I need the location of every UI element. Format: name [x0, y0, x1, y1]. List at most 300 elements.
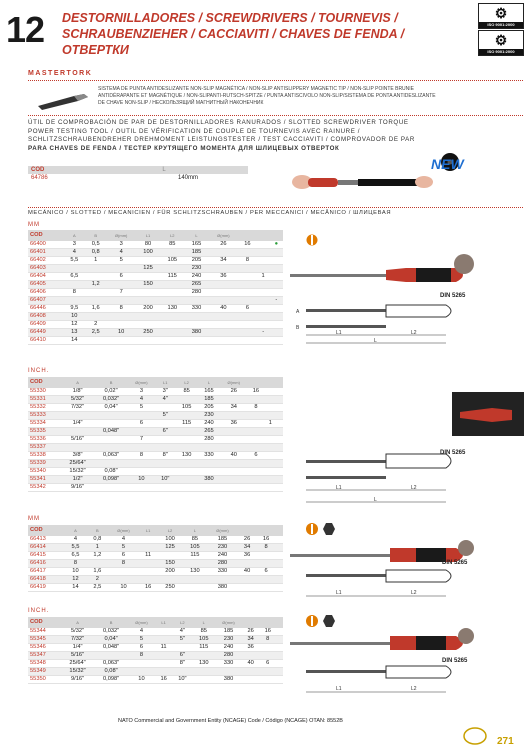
- table-cell: 6: [108, 552, 138, 560]
- table-cell: [264, 428, 276, 436]
- table-cell: 16: [247, 388, 264, 396]
- table-cell: [106, 297, 136, 305]
- table-cell: [257, 337, 270, 345]
- table-cell: [155, 628, 172, 636]
- table-cell: 1,2: [86, 552, 108, 560]
- table-row: [28, 628, 283, 636]
- table-cell: [198, 444, 220, 452]
- svg-text:L1: L1: [336, 590, 342, 596]
- table-cell: 8: [108, 560, 138, 568]
- product-code: 55341: [28, 476, 61, 484]
- table-cell: 330: [198, 452, 220, 460]
- column-header: L: [198, 377, 220, 388]
- table-cell: [139, 576, 158, 584]
- product-code: 55340: [28, 468, 61, 476]
- table-cell: 80: [136, 241, 160, 249]
- table-cell: 8: [238, 257, 257, 265]
- table-row: [28, 536, 283, 544]
- table-cell: [85, 265, 106, 273]
- table-cell: 8: [128, 652, 155, 660]
- table-cell: 12: [64, 321, 85, 329]
- table-cell: 240: [184, 273, 208, 281]
- table-cell: [276, 412, 283, 420]
- table-cell: 16: [259, 628, 276, 636]
- table-cell: 10: [128, 676, 155, 684]
- mastertork-description: [98, 86, 468, 107]
- table-cell: 7: [106, 289, 136, 297]
- table-cell: 9/16": [61, 676, 95, 684]
- table-cell: 2: [86, 576, 108, 584]
- table-cell: 5/32": [61, 628, 95, 636]
- table-row: [28, 476, 283, 484]
- table-cell: 185: [198, 396, 220, 404]
- table-cell: [276, 668, 283, 676]
- table-cell: [270, 321, 283, 329]
- table-cell: [155, 636, 172, 644]
- slotted-hex-inch-table: [28, 617, 283, 684]
- table-cell: 5: [108, 544, 138, 552]
- table-cell: 1/4": [61, 644, 95, 652]
- table-cell: [139, 560, 158, 568]
- column-header: Ø(mm): [128, 617, 155, 628]
- table-cell: [85, 297, 106, 305]
- table-cell: 15/32": [61, 668, 95, 676]
- table-cell: [160, 249, 184, 257]
- table-row: [28, 404, 283, 412]
- table-cell: [139, 544, 158, 552]
- table-cell: 0,098": [94, 476, 128, 484]
- table-cell: [136, 273, 160, 281]
- table-cell: 330: [184, 305, 208, 313]
- svg-text:L1: L1: [336, 686, 342, 692]
- table-cell: [175, 476, 197, 484]
- product-code: 55347: [28, 652, 61, 660]
- svg-text:L2: L2: [411, 330, 417, 336]
- product-code: 66409: [28, 321, 64, 329]
- table-cell: [94, 420, 128, 428]
- table-row: [28, 468, 283, 476]
- table-row: [28, 452, 283, 460]
- table-cell: 240: [198, 420, 220, 428]
- table-cell: 0,8: [85, 249, 106, 257]
- svg-text:L1: L1: [336, 485, 342, 491]
- table-cell: 130: [175, 452, 197, 460]
- table-cell: 1: [86, 544, 108, 552]
- table-cell: [136, 313, 160, 321]
- table-row: [28, 544, 283, 552]
- factory-icon: ⚙: [494, 5, 508, 21]
- table-cell: 6": [155, 428, 175, 436]
- product-code: 66415: [28, 552, 64, 560]
- table-cell: [257, 281, 270, 289]
- table-cell: [270, 329, 283, 337]
- table-cell: [155, 668, 172, 676]
- product-code: 66417: [28, 568, 64, 576]
- table-cell: 1: [264, 420, 276, 428]
- product-code: 66410: [28, 337, 64, 345]
- table-cell: [155, 484, 175, 492]
- iso-logo-text-bottom: ISO 9001:2000: [479, 49, 523, 55]
- table-row: [28, 174, 248, 182]
- column-header: COD: [28, 525, 64, 536]
- din-label: DIN 5265: [442, 658, 468, 664]
- column-header: Ø(mm): [220, 377, 247, 388]
- column-header: [276, 617, 283, 628]
- table-cell: [175, 396, 197, 404]
- table-cell: [85, 273, 106, 281]
- table-cell: 13: [64, 329, 85, 337]
- product-code: 55337: [28, 444, 61, 452]
- table-cell: [259, 676, 276, 684]
- table-cell: [276, 560, 283, 568]
- table-cell: [193, 652, 215, 660]
- table-cell: 0,032": [94, 396, 128, 404]
- table-cell: [247, 444, 264, 452]
- table-cell: [160, 337, 184, 345]
- table-cell: [259, 668, 276, 676]
- table-row: [28, 652, 283, 660]
- table-cell: 330: [215, 660, 242, 668]
- page-ring-icon: [462, 726, 488, 746]
- table-cell: 380: [207, 584, 237, 592]
- table-cell: [155, 460, 175, 468]
- table-cell: [270, 273, 283, 281]
- table-cell: [193, 668, 215, 676]
- table-cell: 10: [64, 568, 86, 576]
- table-cell: 40: [220, 452, 247, 460]
- table-cell: [238, 289, 257, 297]
- svg-text:L2: L2: [411, 590, 417, 596]
- table-cell: [128, 460, 155, 468]
- table-cell: 10: [128, 476, 155, 484]
- table-cell: [247, 420, 264, 428]
- table-cell: [276, 628, 283, 636]
- mastertork-brand: MASTERTORK: [28, 70, 93, 77]
- table-cell: [160, 329, 184, 337]
- table-cell: 7/32": [61, 636, 95, 644]
- table-cell: [175, 428, 197, 436]
- table-cell: 150: [136, 281, 160, 289]
- table-row: [28, 313, 283, 321]
- table-cell: [209, 313, 239, 321]
- column-header: Ø(mm): [108, 525, 138, 536]
- table-cell: [276, 576, 283, 584]
- table-cell: 5,5: [64, 257, 85, 265]
- table-cell: [64, 281, 85, 289]
- table-cell: [264, 444, 276, 452]
- table-row: [28, 289, 283, 297]
- table-cell: 16: [155, 676, 172, 684]
- table-cell: 250: [136, 329, 160, 337]
- table-cell: [209, 337, 239, 345]
- table-cell: [276, 452, 283, 460]
- table-cell: [220, 460, 247, 468]
- product-code: 66403: [28, 265, 64, 273]
- column-header: Ø(mm): [207, 525, 237, 536]
- table-cell: [247, 468, 264, 476]
- table-cell: [220, 428, 247, 436]
- utility-line2: POWER TESTING TOOL / OUTIL DE VÉRIFICATION DE COUPLE DE TOURNEVIS AVEC RAINURE /: [28, 127, 361, 135]
- column-header: L2: [175, 377, 197, 388]
- table-row: [28, 305, 283, 313]
- product-code: 55350: [28, 676, 61, 684]
- table-cell: [209, 329, 239, 337]
- table-cell: 0,02": [94, 388, 128, 396]
- table-cell: 265: [198, 428, 220, 436]
- table-cell: 16: [257, 536, 276, 544]
- chapter-title-line1: DESTORNILLADORES / SCREWDRIVERS / TOURNEVIS /: [62, 11, 398, 25]
- table-cell: [270, 257, 283, 265]
- svg-text:L: L: [374, 338, 377, 344]
- product-code: 55345: [28, 636, 61, 644]
- table-cell: 2: [85, 321, 106, 329]
- table-cell: [238, 321, 257, 329]
- table-row: [28, 396, 283, 404]
- table-cell: [86, 560, 108, 568]
- column-header: [238, 230, 257, 241]
- unit-label-mm: MM: [28, 222, 40, 228]
- table-cell: 5,5: [64, 544, 86, 552]
- table-cell: [276, 636, 283, 644]
- table-cell: [264, 404, 276, 412]
- table-cell: [257, 297, 270, 305]
- l-header: L: [80, 166, 248, 174]
- table-cell: 6: [257, 568, 276, 576]
- divider: [28, 115, 523, 116]
- table-cell: 0,032": [94, 628, 128, 636]
- table-cell: 100: [158, 536, 183, 544]
- table-cell: [175, 460, 197, 468]
- din-label: DIN 5265: [442, 560, 468, 566]
- table-cell: [128, 444, 155, 452]
- table-cell: [198, 460, 220, 468]
- table-row: [28, 644, 283, 652]
- table-cell: 265: [184, 281, 208, 289]
- table-row: [28, 337, 283, 345]
- table-cell: [220, 396, 247, 404]
- table-cell: [276, 484, 283, 492]
- iso-logo-bottom: [478, 30, 524, 56]
- table-cell: 185: [184, 249, 208, 257]
- table-cell: 4: [64, 536, 86, 544]
- table-cell: 130: [160, 305, 184, 313]
- table-cell: [264, 388, 276, 396]
- table-cell: [160, 297, 184, 305]
- table-cell: [276, 676, 283, 684]
- page-number: 271: [497, 736, 514, 747]
- table-cell: [94, 444, 128, 452]
- table-cell: 165: [198, 388, 220, 396]
- din-label: DIN 5265: [440, 450, 466, 456]
- column-header: L1: [155, 377, 175, 388]
- product-code: 55334: [28, 420, 61, 428]
- table-cell: [257, 576, 276, 584]
- table-cell: [175, 468, 197, 476]
- table-cell: [247, 460, 264, 468]
- table-cell: 380: [184, 329, 208, 337]
- dimension-drawing: [296, 568, 466, 608]
- table-cell: [64, 265, 85, 273]
- length-value: 140mm: [177, 175, 198, 181]
- table-cell: [257, 552, 276, 560]
- table-cell: [193, 676, 215, 684]
- table-row: [28, 484, 283, 492]
- table-cell: 8: [247, 404, 264, 412]
- table-cell: 5": [172, 636, 192, 644]
- table-cell: 205: [198, 404, 220, 412]
- table-cell: [94, 652, 128, 660]
- table-cell: [128, 428, 155, 436]
- table-cell: [238, 576, 257, 584]
- table-row: [28, 265, 283, 273]
- table-cell: [270, 249, 283, 257]
- product-code: 66408: [28, 313, 64, 321]
- table-cell: [61, 444, 95, 452]
- table-cell: 8": [155, 452, 175, 460]
- table-cell: 0,048": [94, 644, 128, 652]
- table-cell: 85: [160, 241, 184, 249]
- column-header: L1: [139, 525, 158, 536]
- table-cell: 40: [238, 568, 257, 576]
- table-cell: 105: [193, 636, 215, 644]
- screwdriver-image: [286, 628, 476, 658]
- product-code: 64786: [31, 175, 48, 181]
- table-cell: [257, 560, 276, 568]
- column-header: Ø(mm): [209, 230, 239, 241]
- table-cell: 130: [193, 660, 215, 668]
- svg-text:L2: L2: [411, 485, 417, 491]
- column-header: Ø(mm): [106, 230, 136, 241]
- footer-note: NATO Commercial and Government Entity (NCAGE) Code / Código (NCAGE) OTAN: 8552B: [118, 718, 343, 724]
- table-cell: [270, 305, 283, 313]
- table-cell: [64, 297, 85, 305]
- table-cell: [257, 289, 270, 297]
- table-cell: [238, 584, 257, 592]
- iso-logo-top: [478, 3, 524, 29]
- product-code: 66419: [28, 584, 64, 592]
- table-row: [28, 297, 283, 305]
- table-cell: 4: [128, 396, 155, 404]
- table-cell: [242, 668, 259, 676]
- table-cell: [276, 544, 283, 552]
- table-cell: [264, 484, 276, 492]
- table-row: [28, 444, 283, 452]
- svg-text:L1: L1: [336, 330, 342, 336]
- table-cell: 0,063": [94, 452, 128, 460]
- table-cell: [238, 265, 257, 273]
- table-cell: [276, 644, 283, 652]
- column-header: [242, 617, 259, 628]
- table-cell: 25/64": [61, 660, 95, 668]
- section-title: MECÁNICO / SLOTTED / MECANICIEN / FÜR SCHLITZSCHRAUBEN / PER MECCANICI / MECÂNICO / ШЛИЦЕВАЯ: [28, 210, 392, 216]
- table-cell: 5: [128, 404, 155, 412]
- table-cell: 5/32": [61, 396, 95, 404]
- table-row: [28, 576, 283, 584]
- column-header: A: [61, 617, 95, 628]
- table-cell: [276, 460, 283, 468]
- table-cell: [238, 329, 257, 337]
- table-cell: [257, 257, 270, 265]
- table-cell: 40: [242, 660, 259, 668]
- table-cell: 4": [155, 396, 175, 404]
- column-header: [247, 377, 264, 388]
- table-cell: 2,5: [86, 584, 108, 592]
- table-cell: 100: [136, 249, 160, 257]
- table-cell: 36: [242, 644, 259, 652]
- table-cell: 8: [128, 452, 155, 460]
- table-cell: [175, 412, 197, 420]
- table-cell: [136, 297, 160, 305]
- table-cell: 9/16": [61, 484, 95, 492]
- table-cell: 1,2: [85, 281, 106, 289]
- column-header: L1: [155, 617, 172, 628]
- product-code: 66413: [28, 536, 64, 544]
- table-row: [28, 428, 283, 436]
- table-cell: [158, 552, 183, 560]
- table-cell: [155, 660, 172, 668]
- table-cell: [182, 584, 207, 592]
- column-header: [276, 377, 283, 388]
- table-cell: [238, 313, 257, 321]
- table-cell: 16: [238, 241, 257, 249]
- table-row: [28, 281, 283, 289]
- column-header: B: [86, 525, 108, 536]
- table-cell: [257, 321, 270, 329]
- product-code: 55330: [28, 388, 61, 396]
- table-cell: [175, 444, 197, 452]
- product-code: 55335: [28, 428, 61, 436]
- table-cell: [155, 420, 175, 428]
- product-code: 66405: [28, 281, 64, 289]
- table-cell: 6,5: [64, 552, 86, 560]
- table-header-row: [28, 525, 283, 536]
- table-cell: [108, 576, 138, 584]
- table-cell: [106, 337, 136, 345]
- table-cell: 280: [198, 436, 220, 444]
- table-cell: 125: [136, 265, 160, 273]
- torque-tester-description: [28, 119, 448, 153]
- table-cell: 1,6: [86, 568, 108, 576]
- table-cell: 115: [182, 552, 207, 560]
- product-code: 55344: [28, 628, 61, 636]
- table-cell: 4: [128, 628, 155, 636]
- table-cell: [270, 281, 283, 289]
- table-cell: [128, 468, 155, 476]
- table-cell: [276, 468, 283, 476]
- table-cell: [106, 313, 136, 321]
- table-cell: 8: [259, 636, 276, 644]
- table-row: [28, 636, 283, 644]
- table-cell: 0,5: [85, 241, 106, 249]
- table-row: [28, 668, 283, 676]
- table-cell: 0,063": [94, 660, 128, 668]
- column-header: B: [94, 377, 128, 388]
- product-code: 66418: [28, 576, 64, 584]
- table-cell: 8: [257, 544, 276, 552]
- table-cell: [276, 536, 283, 544]
- table-cell: [270, 337, 283, 345]
- table-cell: 230: [184, 265, 208, 273]
- table-cell: [276, 552, 283, 560]
- table-cell: [209, 297, 239, 305]
- table-cell: 25/64": [61, 460, 95, 468]
- table-cell: 85: [193, 628, 215, 636]
- chapter-number: 12: [6, 9, 45, 50]
- table-cell: 380: [215, 676, 242, 684]
- table-cell: [160, 313, 184, 321]
- dimension-drawing: [296, 664, 466, 704]
- table-cell: 105: [175, 404, 197, 412]
